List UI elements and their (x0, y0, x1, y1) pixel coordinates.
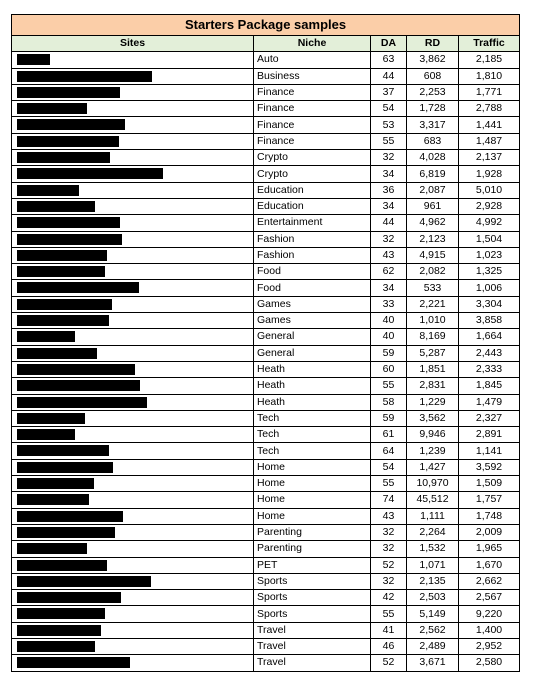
table-row (12, 459, 520, 475)
redaction-bar (17, 234, 122, 245)
table-row (12, 52, 520, 68)
da-cell: 40 (371, 329, 407, 345)
site-cell-redacted (12, 492, 254, 508)
da-cell: 74 (371, 492, 407, 508)
site-cell-redacted (12, 264, 254, 280)
site-cell-redacted (12, 378, 254, 394)
niche-cell: Tech (254, 427, 371, 443)
table-row (12, 231, 520, 247)
table-row (12, 296, 520, 312)
traffic-cell: 1,664 (459, 329, 520, 345)
site-cell-redacted (12, 606, 254, 622)
da-cell: 36 (371, 182, 407, 198)
redaction-bar (17, 299, 112, 310)
table-row (12, 247, 520, 263)
da-cell: 61 (371, 427, 407, 443)
redaction-bar (17, 445, 109, 456)
traffic-cell: 1,504 (459, 231, 520, 247)
da-cell: 54 (371, 101, 407, 117)
table-row (12, 84, 520, 100)
site-cell-redacted (12, 182, 254, 198)
header-rd: RD (407, 36, 459, 52)
niche-cell: Home (254, 508, 371, 524)
traffic-cell: 1,845 (459, 378, 520, 394)
traffic-cell: 1,810 (459, 68, 520, 84)
da-cell: 43 (371, 247, 407, 263)
niche-cell: Sports (254, 573, 371, 589)
da-cell: 64 (371, 443, 407, 459)
niche-cell: Games (254, 296, 371, 312)
traffic-cell: 1,325 (459, 264, 520, 280)
da-cell: 32 (371, 573, 407, 589)
redaction-bar (17, 168, 163, 179)
da-cell: 34 (371, 280, 407, 296)
traffic-cell: 1,479 (459, 394, 520, 410)
redaction-bar (17, 103, 87, 114)
table-row (12, 541, 520, 557)
redaction-bar (17, 201, 95, 212)
rd-cell: 1,728 (407, 101, 459, 117)
rd-cell: 3,671 (407, 655, 459, 671)
traffic-cell: 1,509 (459, 476, 520, 492)
da-cell: 59 (371, 345, 407, 361)
redaction-bar (17, 266, 105, 277)
site-cell-redacted (12, 476, 254, 492)
da-cell: 33 (371, 296, 407, 312)
niche-cell: Food (254, 280, 371, 296)
redaction-bar (17, 560, 107, 571)
niche-cell: Travel (254, 622, 371, 638)
rd-cell: 2,123 (407, 231, 459, 247)
header-niche: Niche (254, 36, 371, 52)
rd-cell: 10,970 (407, 476, 459, 492)
niche-cell: Tech (254, 443, 371, 459)
redaction-bar (17, 282, 139, 293)
traffic-cell: 2,662 (459, 573, 520, 589)
traffic-cell: 2,185 (459, 52, 520, 68)
niche-cell: Entertainment (254, 215, 371, 231)
site-cell-redacted (12, 541, 254, 557)
rd-cell: 5,149 (407, 606, 459, 622)
traffic-cell: 2,952 (459, 638, 520, 654)
site-cell-redacted (12, 280, 254, 296)
site-cell-redacted (12, 166, 254, 182)
da-cell: 32 (371, 150, 407, 166)
da-cell: 53 (371, 117, 407, 133)
da-cell: 32 (371, 231, 407, 247)
niche-cell: Finance (254, 133, 371, 149)
table-row (12, 622, 520, 638)
table-row (12, 264, 520, 280)
rd-cell: 683 (407, 133, 459, 149)
redaction-bar (17, 152, 110, 163)
site-cell-redacted (12, 361, 254, 377)
site-cell-redacted (12, 508, 254, 524)
table-row (12, 394, 520, 410)
niche-cell: Home (254, 492, 371, 508)
rd-cell: 1,851 (407, 361, 459, 377)
site-cell-redacted (12, 638, 254, 654)
title-row (12, 15, 520, 36)
rd-cell: 5,287 (407, 345, 459, 361)
redaction-bar (17, 364, 135, 375)
table-row (12, 345, 520, 361)
site-cell-redacted (12, 394, 254, 410)
site-cell-redacted (12, 427, 254, 443)
da-cell: 55 (371, 606, 407, 622)
rd-cell: 4,962 (407, 215, 459, 231)
table-row (12, 508, 520, 524)
table-row (12, 133, 520, 149)
site-cell-redacted (12, 117, 254, 133)
da-cell: 63 (371, 52, 407, 68)
niche-cell: Heath (254, 361, 371, 377)
samples-table (11, 14, 520, 672)
site-cell-redacted (12, 459, 254, 475)
table-row (12, 573, 520, 589)
site-cell-redacted (12, 443, 254, 459)
traffic-cell: 3,304 (459, 296, 520, 312)
da-cell: 43 (371, 508, 407, 524)
da-cell: 42 (371, 590, 407, 606)
da-cell: 60 (371, 361, 407, 377)
redaction-bar (17, 217, 120, 228)
niche-cell: Heath (254, 378, 371, 394)
rd-cell: 2,221 (407, 296, 459, 312)
table-row (12, 198, 520, 214)
niche-cell: Business (254, 68, 371, 84)
table-title: Starters Package samples (12, 15, 520, 36)
traffic-cell: 1,757 (459, 492, 520, 508)
redaction-bar (17, 608, 105, 619)
rd-cell: 2,831 (407, 378, 459, 394)
rd-cell: 4,028 (407, 150, 459, 166)
table-row (12, 68, 520, 84)
da-cell: 52 (371, 655, 407, 671)
rd-cell: 1,010 (407, 313, 459, 329)
site-cell-redacted (12, 655, 254, 671)
traffic-cell: 2,009 (459, 524, 520, 540)
rd-cell: 1,532 (407, 541, 459, 557)
redaction-bar (17, 380, 140, 391)
da-cell: 44 (371, 215, 407, 231)
traffic-cell: 2,891 (459, 427, 520, 443)
table-row (12, 427, 520, 443)
rd-cell: 2,503 (407, 590, 459, 606)
niche-cell: Education (254, 182, 371, 198)
niche-cell: General (254, 329, 371, 345)
da-cell: 46 (371, 638, 407, 654)
traffic-cell: 2,788 (459, 101, 520, 117)
traffic-cell: 3,592 (459, 459, 520, 475)
rd-cell: 8,169 (407, 329, 459, 345)
niche-cell: Parenting (254, 541, 371, 557)
da-cell: 62 (371, 264, 407, 280)
niche-cell: Crypto (254, 166, 371, 182)
site-cell-redacted (12, 524, 254, 540)
niche-cell: Education (254, 198, 371, 214)
traffic-cell: 2,327 (459, 410, 520, 426)
da-cell: 58 (371, 394, 407, 410)
site-cell-redacted (12, 573, 254, 589)
traffic-cell: 1,771 (459, 84, 520, 100)
traffic-cell: 2,928 (459, 198, 520, 214)
rd-cell: 2,253 (407, 84, 459, 100)
traffic-cell: 1,006 (459, 280, 520, 296)
traffic-cell: 2,137 (459, 150, 520, 166)
traffic-cell: 1,441 (459, 117, 520, 133)
table-row (12, 638, 520, 654)
site-cell-redacted (12, 198, 254, 214)
site-cell-redacted (12, 296, 254, 312)
site-cell-redacted (12, 247, 254, 263)
rd-cell: 533 (407, 280, 459, 296)
rd-cell: 961 (407, 198, 459, 214)
site-cell-redacted (12, 68, 254, 84)
niche-cell: Sports (254, 590, 371, 606)
da-cell: 55 (371, 476, 407, 492)
da-cell: 54 (371, 459, 407, 475)
traffic-cell: 5,010 (459, 182, 520, 198)
site-cell-redacted (12, 84, 254, 100)
table-row (12, 313, 520, 329)
niche-cell: Food (254, 264, 371, 280)
niche-cell: Finance (254, 101, 371, 117)
table-row (12, 378, 520, 394)
redaction-bar (17, 250, 107, 261)
da-cell: 52 (371, 557, 407, 573)
niche-cell: Sports (254, 606, 371, 622)
traffic-cell: 4,992 (459, 215, 520, 231)
site-cell-redacted (12, 215, 254, 231)
table-row (12, 215, 520, 231)
traffic-cell: 1,023 (459, 247, 520, 263)
traffic-cell: 1,928 (459, 166, 520, 182)
rd-cell: 2,264 (407, 524, 459, 540)
rd-cell: 1,071 (407, 557, 459, 573)
niche-cell: Crypto (254, 150, 371, 166)
rd-cell: 2,562 (407, 622, 459, 638)
table-row (12, 150, 520, 166)
niche-cell: Games (254, 313, 371, 329)
redaction-bar (17, 543, 87, 554)
da-cell: 32 (371, 541, 407, 557)
rd-cell: 2,489 (407, 638, 459, 654)
table-row (12, 655, 520, 671)
redaction-bar (17, 592, 121, 603)
rd-cell: 6,819 (407, 166, 459, 182)
traffic-cell: 1,141 (459, 443, 520, 459)
niche-cell: PET (254, 557, 371, 573)
site-cell-redacted (12, 313, 254, 329)
site-cell-redacted (12, 622, 254, 638)
table-row (12, 590, 520, 606)
traffic-cell: 3,858 (459, 313, 520, 329)
site-cell-redacted (12, 590, 254, 606)
table-row (12, 117, 520, 133)
rd-cell: 1,427 (407, 459, 459, 475)
niche-cell: Travel (254, 638, 371, 654)
header-row (12, 36, 520, 52)
rd-cell: 2,087 (407, 182, 459, 198)
redaction-bar (17, 119, 125, 130)
site-cell-redacted (12, 150, 254, 166)
niche-cell: Travel (254, 655, 371, 671)
table-row (12, 361, 520, 377)
niche-cell: Home (254, 459, 371, 475)
redaction-bar (17, 87, 120, 98)
traffic-cell: 1,748 (459, 508, 520, 524)
site-cell-redacted (12, 345, 254, 361)
table-row (12, 443, 520, 459)
site-cell-redacted (12, 133, 254, 149)
niche-cell: General (254, 345, 371, 361)
table-row (12, 280, 520, 296)
rd-cell: 1,239 (407, 443, 459, 459)
rd-cell: 2,082 (407, 264, 459, 280)
redaction-bar (17, 54, 50, 65)
niche-cell: Tech (254, 410, 371, 426)
da-cell: 41 (371, 622, 407, 638)
redaction-bar (17, 641, 95, 652)
site-cell-redacted (12, 52, 254, 68)
redaction-bar (17, 576, 151, 587)
site-cell-redacted (12, 557, 254, 573)
site-cell-redacted (12, 231, 254, 247)
site-cell-redacted (12, 329, 254, 345)
redaction-bar (17, 478, 94, 489)
redaction-bar (17, 462, 113, 473)
redaction-bar (17, 527, 115, 538)
niche-cell: Finance (254, 84, 371, 100)
redaction-bar (17, 657, 130, 668)
da-cell: 34 (371, 166, 407, 182)
table-row (12, 557, 520, 573)
table-row (12, 410, 520, 426)
niche-cell: Finance (254, 117, 371, 133)
table-row (12, 101, 520, 117)
table-row (12, 606, 520, 622)
redaction-bar (17, 331, 75, 342)
rd-cell: 608 (407, 68, 459, 84)
traffic-cell: 2,567 (459, 590, 520, 606)
header-traffic: Traffic (459, 36, 520, 52)
da-cell: 32 (371, 524, 407, 540)
redaction-bar (17, 397, 147, 408)
header-da: DA (371, 36, 407, 52)
rd-cell: 2,135 (407, 573, 459, 589)
rd-cell: 9,946 (407, 427, 459, 443)
table-row (12, 492, 520, 508)
niche-cell: Fashion (254, 231, 371, 247)
niche-cell: Home (254, 476, 371, 492)
da-cell: 55 (371, 133, 407, 149)
rd-cell: 3,862 (407, 52, 459, 68)
table-row (12, 182, 520, 198)
da-cell: 34 (371, 198, 407, 214)
traffic-cell: 1,965 (459, 541, 520, 557)
traffic-cell: 9,220 (459, 606, 520, 622)
table-row (12, 166, 520, 182)
niche-cell: Parenting (254, 524, 371, 540)
site-cell-redacted (12, 410, 254, 426)
niche-cell: Auto (254, 52, 371, 68)
da-cell: 37 (371, 84, 407, 100)
table-row (12, 476, 520, 492)
traffic-cell: 2,443 (459, 345, 520, 361)
redaction-bar (17, 429, 75, 440)
da-cell: 59 (371, 410, 407, 426)
redaction-bar (17, 348, 97, 359)
traffic-cell: 2,580 (459, 655, 520, 671)
da-cell: 44 (371, 68, 407, 84)
traffic-cell: 2,333 (459, 361, 520, 377)
redaction-bar (17, 315, 109, 326)
redaction-bar (17, 625, 101, 636)
rd-cell: 4,915 (407, 247, 459, 263)
traffic-cell: 1,670 (459, 557, 520, 573)
rd-cell: 1,111 (407, 508, 459, 524)
redaction-bar (17, 494, 89, 505)
redaction-bar (17, 185, 79, 196)
table-row (12, 524, 520, 540)
traffic-cell: 1,487 (459, 133, 520, 149)
rd-cell: 3,317 (407, 117, 459, 133)
niche-cell: Fashion (254, 247, 371, 263)
table-row (12, 329, 520, 345)
rd-cell: 45,512 (407, 492, 459, 508)
redaction-bar (17, 71, 152, 82)
spreadsheet (11, 14, 519, 672)
site-cell-redacted (12, 101, 254, 117)
da-cell: 55 (371, 378, 407, 394)
header-sites: Sites (12, 36, 254, 52)
redaction-bar (17, 511, 123, 522)
redaction-bar (17, 136, 119, 147)
traffic-cell: 1,400 (459, 622, 520, 638)
rd-cell: 3,562 (407, 410, 459, 426)
redaction-bar (17, 413, 85, 424)
da-cell: 40 (371, 313, 407, 329)
rd-cell: 1,229 (407, 394, 459, 410)
niche-cell: Heath (254, 394, 371, 410)
